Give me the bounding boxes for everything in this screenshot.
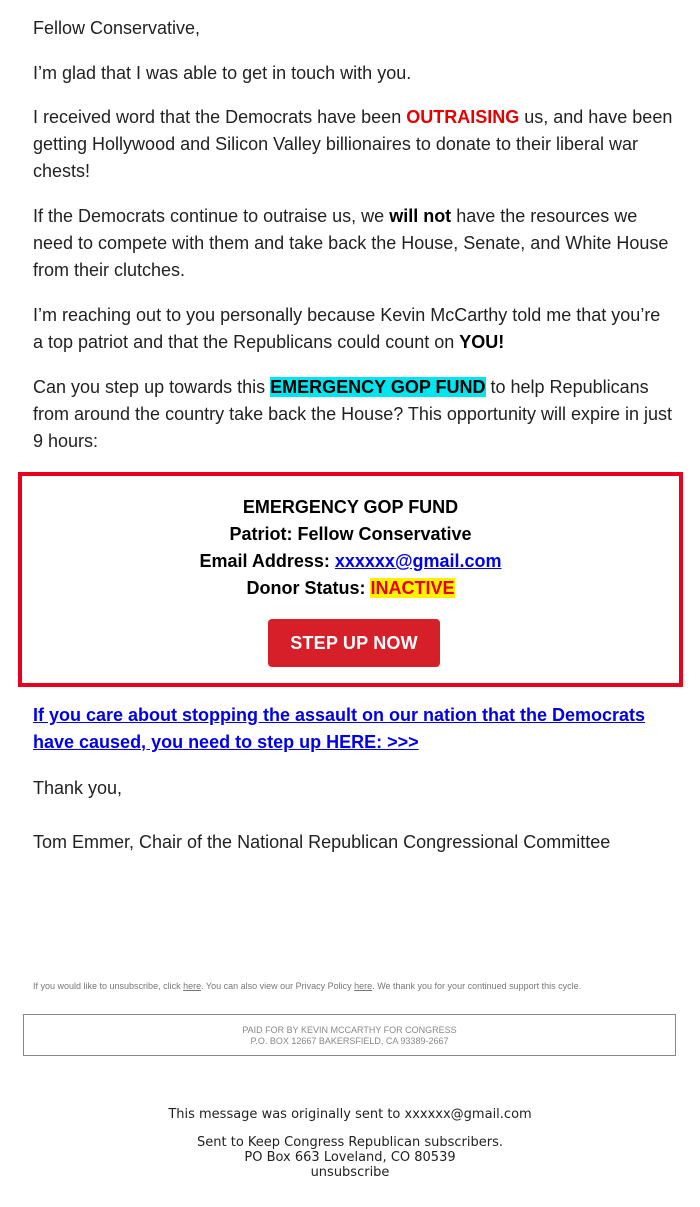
status-label: Donor Status: xyxy=(246,578,371,598)
donation-card xyxy=(18,472,683,687)
email-greeting xyxy=(33,15,673,42)
will-not-bold: will not xyxy=(389,206,452,226)
paragraph-1-text: I’m glad that I was able to get in touch with you. xyxy=(33,63,412,83)
p2-text-end: us, and have been getting Hollywood and Silicon Valley billionaires to donate to their liberal war chests! xyxy=(33,107,673,181)
patriot-value: Fellow Conservative xyxy=(297,524,472,544)
paragraph-4 xyxy=(33,302,673,356)
p3-text-start: If the Democrats continue to outraise us, we xyxy=(33,206,390,226)
unsub-text-middle: . You can also view our Privacy Policy xyxy=(201,981,355,991)
card-title: EMERGENCY GOP FUND xyxy=(242,497,459,517)
p3-text-end: have the resources we need to compete with them and take back the House, Senate, and White House from their clutches. xyxy=(33,206,669,280)
p5-text-start: Can you step up towards this xyxy=(33,377,271,397)
signature-line xyxy=(33,829,673,856)
paragraph-2 xyxy=(33,104,673,185)
paragraph-5 xyxy=(33,374,673,455)
list-footer xyxy=(0,1135,700,1180)
emergency-fund-highlight: EMERGENCY GOP FUND xyxy=(270,377,486,397)
paragraph-3 xyxy=(33,203,673,284)
thanks-line xyxy=(33,775,673,802)
card-email-line xyxy=(22,548,679,575)
unsub-text-end: . We thank you for your continued support this cycle. xyxy=(372,981,582,991)
greeting-text: Fellow Conservative, xyxy=(33,18,201,38)
email-label: Email Address: xyxy=(199,551,335,571)
you-bold: YOU! xyxy=(459,332,505,352)
paid-for-line: PAID FOR BY KEVIN MCCARTHY FOR CONGRESS xyxy=(242,1025,457,1035)
unsubscribe-here-link[interactable]: here xyxy=(183,981,202,991)
outraising-highlight: OUTRAISING xyxy=(406,107,520,127)
thanks-text: Thank you, xyxy=(33,778,123,798)
privacy-policy-link[interactable]: here xyxy=(354,981,373,991)
unsubscribe-notice xyxy=(33,979,673,993)
p2-text-start: I received word that the Democrats have been xyxy=(33,107,407,127)
sent-group-line: Sent to Keep Congress Republican subscribers. xyxy=(197,1135,503,1150)
paid-for-box xyxy=(23,1014,676,1056)
signature-text: Tom Emmer, Chair of the National Republican Congressional Committee xyxy=(33,832,611,852)
paid-for-address: P.O. BOX 12667 BAKERSFIELD, CA 93389-2667 xyxy=(250,1036,449,1046)
card-patriot-line xyxy=(22,521,679,548)
sent-to-line: This message was originally sent to xxxxxx@gmail.com xyxy=(168,1107,532,1122)
unsub-text-start: If you would like to unsubscribe, click xyxy=(33,981,184,991)
step-up-here-link[interactable]: If you care about stopping the assault on our nation that the Democrats have caused, you need to step up HERE: >>> xyxy=(33,705,646,752)
footer-unsubscribe-link[interactable]: unsubscribe xyxy=(310,1165,390,1180)
patriot-label: Patriot: xyxy=(229,524,298,544)
step-up-now-button[interactable]: STEP UP NOW xyxy=(268,619,440,667)
p5-text-end: to help Republicans from around the country take back the House? This opportunity will expire in just 9 hours: xyxy=(33,377,672,451)
p4-text-start: I’m reaching out to you personally because Kevin McCarthy told me that you’re a top patriot and that the Republicans could count on xyxy=(33,305,661,352)
card-status-line xyxy=(22,575,679,602)
paragraph-1 xyxy=(33,60,673,87)
status-badge: INACTIVE xyxy=(370,578,455,598)
list-address: PO Box 663 Loveland, CO 80539 xyxy=(244,1150,456,1165)
email-link[interactable]: xxxxxx@gmail.com xyxy=(334,551,502,571)
